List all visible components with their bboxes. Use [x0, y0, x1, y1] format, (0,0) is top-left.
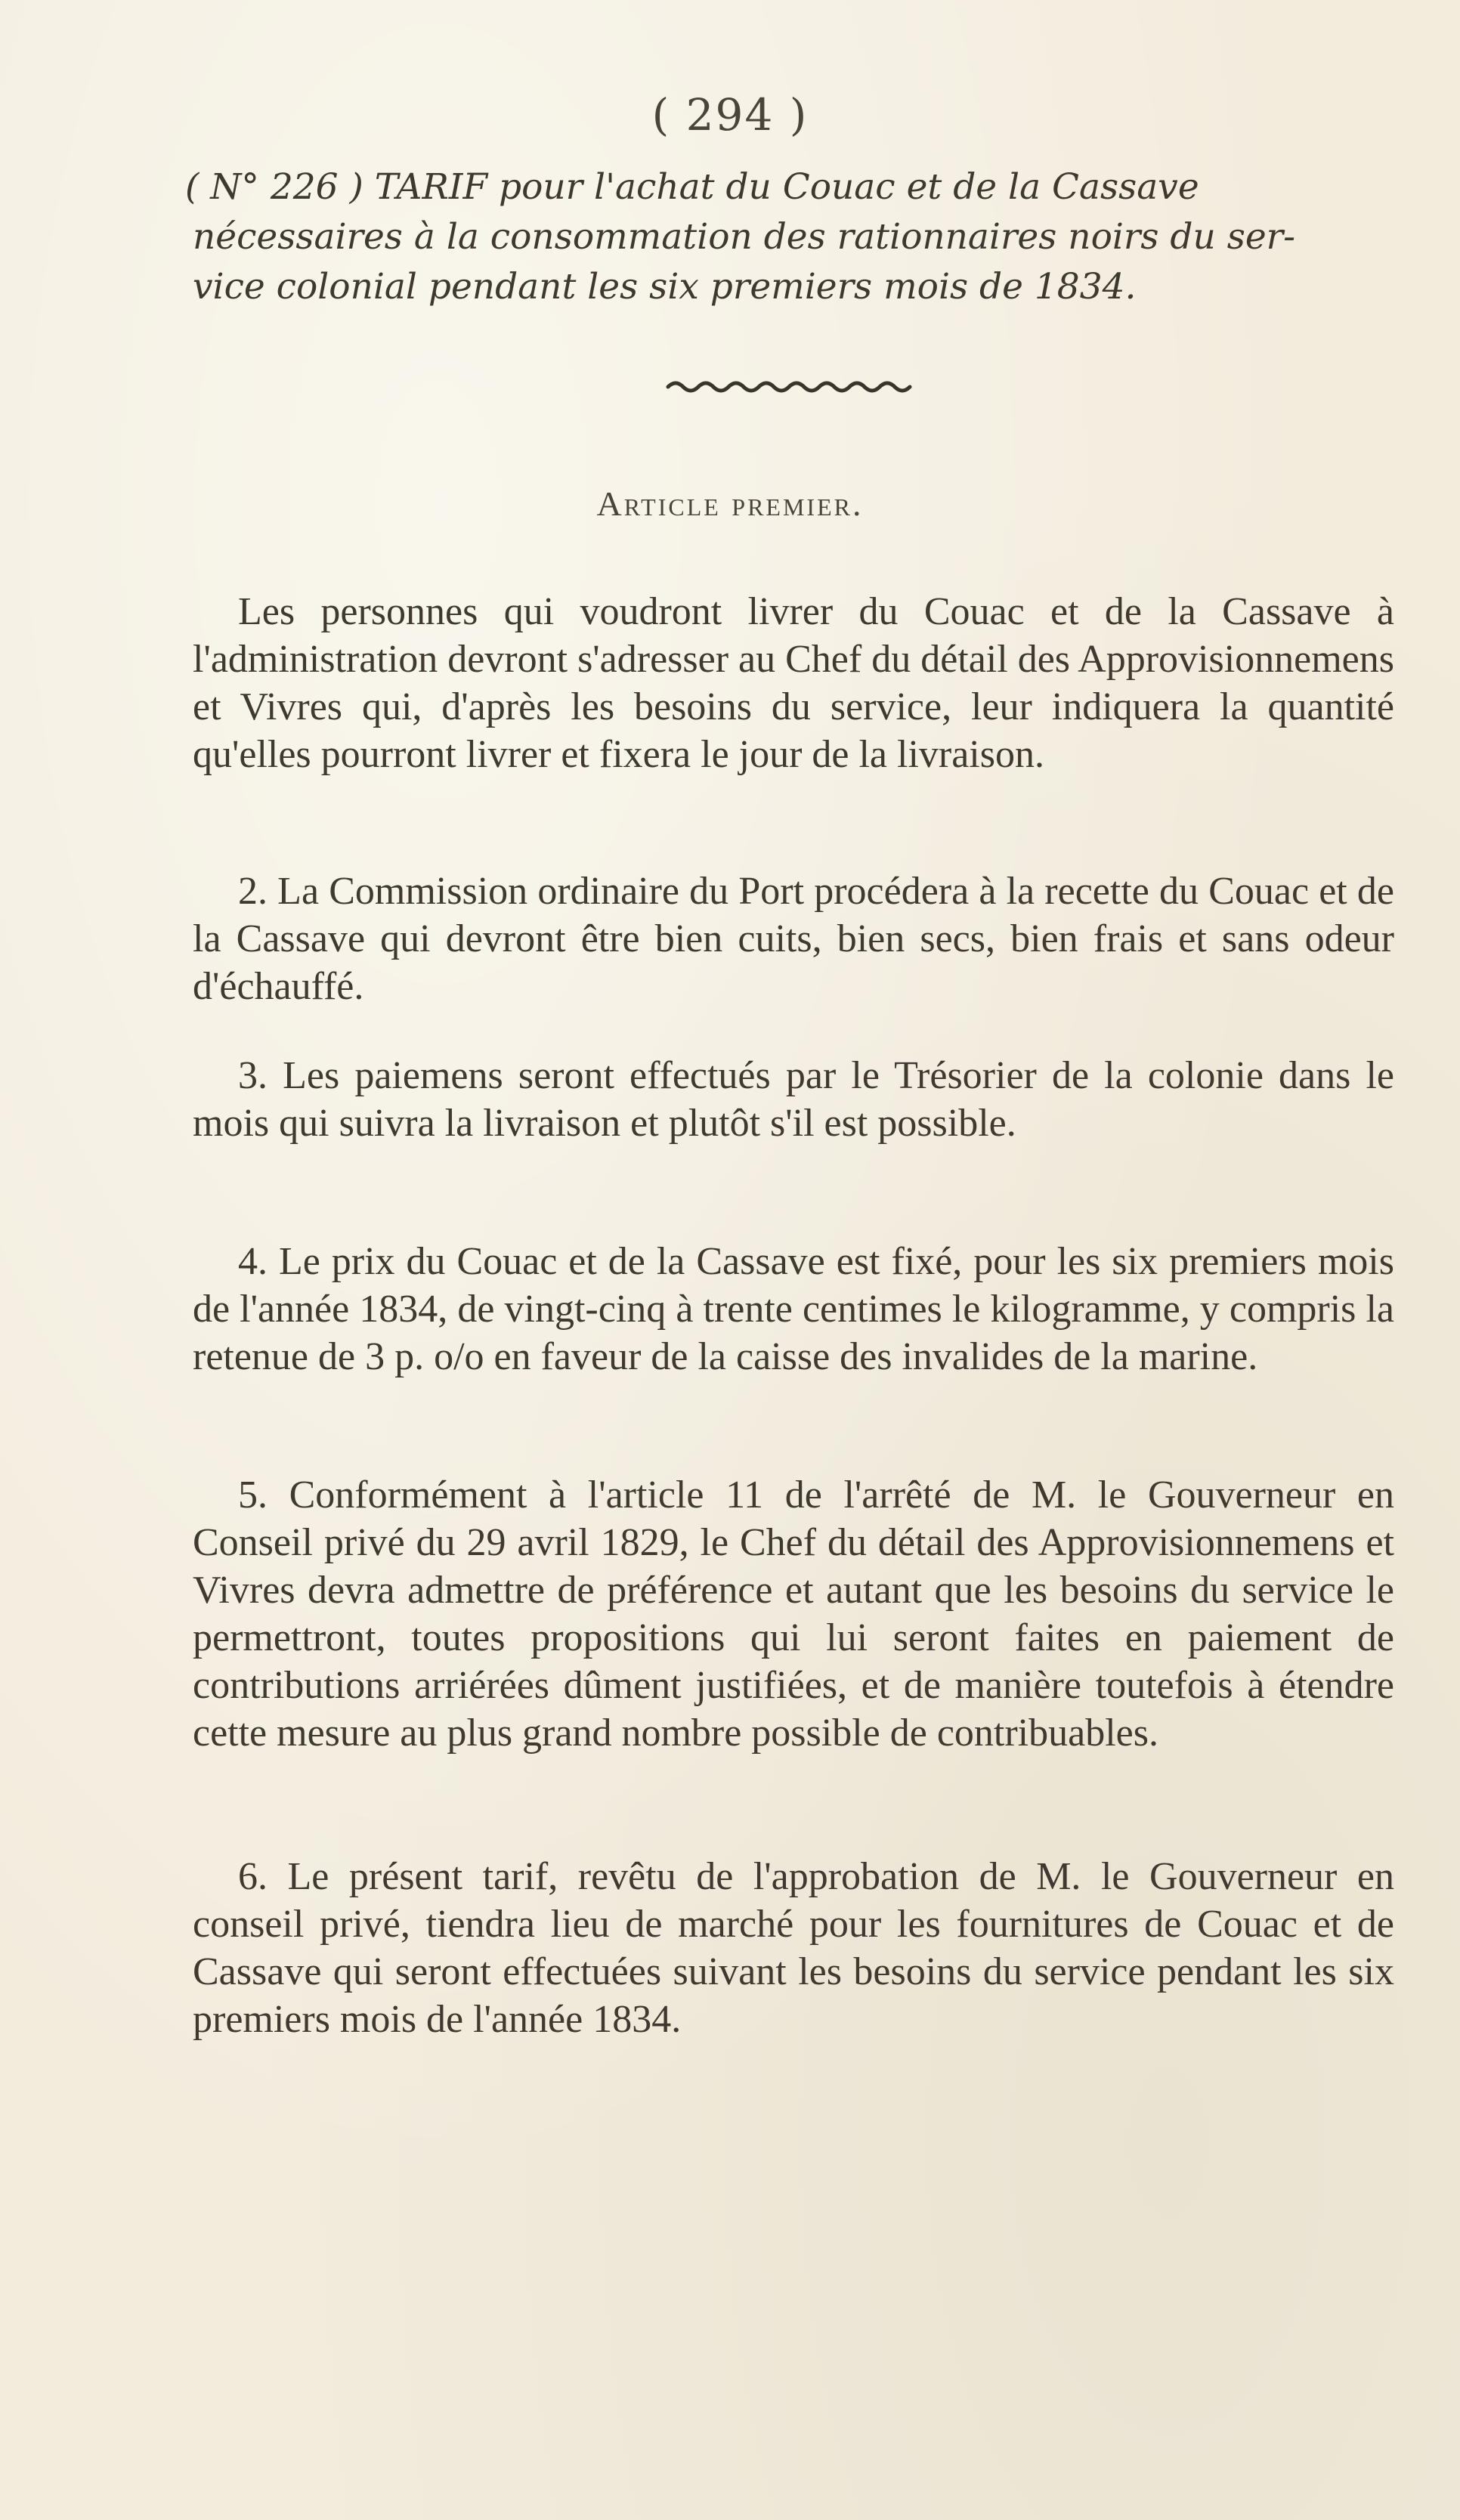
- page-number: ( 294 ): [651, 89, 809, 141]
- paragraph-2-block: [193, 867, 1394, 1010]
- paragraph-5: 5. Conformément à l'article 11 de l'arrêté de M. le Gouverneur en Conseil privé du 29 avril 1829, le Chef du détail des Approvisionnemens et Vivres devra admettre de préférence et autant que les besoins du service le permettront, toutes propositions qui lui seront faites en paiement de contributions arriérées dûment justifiées, et de manière toutefois à étendre cette mesure au plus grand nombre possible de contribuables.: [193, 1473, 1394, 1755]
- title-line-1: ( N° 226 ) TARIF pour l'achat du Couac et de la Cassave: [185, 166, 1199, 208]
- paragraph-6: 6. Le présent tarif, revêtu de l'approbation de M. le Gouverneur en conseil privé, tiendra lieu de marché pour les fournitures de Couac et de Cassave qui seront effectuées suivant les besoins du service pendant les six premiers mois de l'année 1834.: [193, 1855, 1394, 2041]
- paragraph-3-block: [193, 1052, 1394, 1147]
- paragraph-4: 4. Le prix du Couac et de la Cassave est fixé, pour les six premiers mois de l'année 1834, de vingt-cinq à trente centimes le kilogramme, y compris la retenue de 3 p. o/o en faveur de la caisse des invalides de la marine.: [193, 1240, 1394, 1378]
- article-heading: Article premier.: [596, 484, 864, 523]
- title-line-2: nécessaires à la consommation des rationnaires noirs du ser-: [193, 216, 1295, 258]
- paragraph-1-block: [193, 588, 1394, 778]
- paragraph-3: 3. Les paiemens seront effectués par le Trésorier de la colonie dans le mois qui suivra la livraison et plutôt s'il est possible.: [193, 1054, 1394, 1145]
- ornament-divider-icon: [665, 376, 914, 394]
- paragraph-1: Les personnes qui voudront livrer du Couac et de la Cassave à l'administration devront s'adresser au Chef du détail des Approvisionnemens et Vivres qui, d'après les besoins du service, leur indiquera la quantité qu'elles pourront livrer et fixera le jour de la livraison.: [193, 590, 1394, 776]
- paragraph-6-block: [193, 1853, 1394, 2043]
- document-title: [185, 162, 1402, 312]
- title-line-3: vice colonial pendant les six premiers mois de 1834.: [193, 266, 1137, 308]
- paragraph-4-block: [193, 1238, 1394, 1381]
- paragraph-5-block: [193, 1471, 1394, 1757]
- paragraph-2: 2. La Commission ordinaire du Port procédera à la recette du Couac et de la Cassave qui devront être bien cuits, bien secs, bien frais et sans odeur d'échauffé.: [193, 870, 1394, 1008]
